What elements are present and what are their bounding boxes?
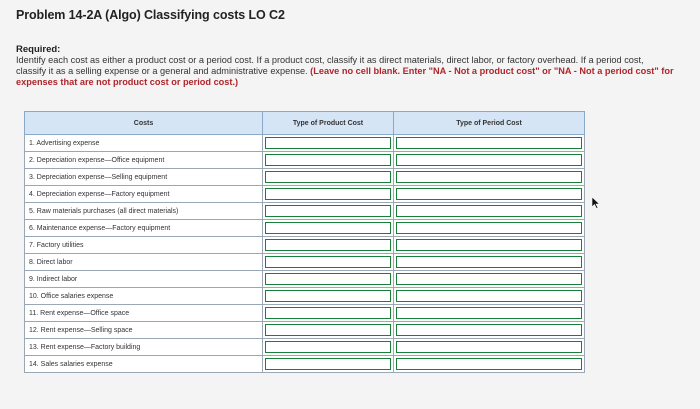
cost-label: 8. Direct labor [25,254,263,271]
cost-label: 4. Depreciation expense—Factory equipment [25,186,263,203]
cost-label: 2. Depreciation expense—Office equipment [25,152,263,169]
cost-label: 9. Indirect labor [25,271,263,288]
product-cost-input[interactable] [265,239,391,251]
table-row [25,152,585,169]
period-cost-input[interactable] [396,154,582,166]
product-cost-cell [263,254,394,271]
product-cost-cell [263,220,394,237]
product-cost-cell [263,135,394,152]
period-cost-cell [394,339,585,356]
table-row [25,135,585,152]
product-cost-cell [263,152,394,169]
product-cost-cell [263,237,394,254]
cost-label: 11. Rent expense—Office space [25,305,263,322]
cost-label: 5. Raw materials purchases (all direct materials) [25,203,263,220]
period-cost-input[interactable] [396,188,582,200]
period-cost-cell [394,169,585,186]
period-cost-cell [394,254,585,271]
period-cost-cell [394,203,585,220]
product-cost-cell [263,271,394,288]
product-cost-input[interactable] [265,341,391,353]
period-cost-cell [394,356,585,373]
instructions-note: (Leave no cell blank. Enter "NA - Not a product cost" or "NA - Not a period cost" for expenses that are not product cost or period cost.) [16,66,674,87]
product-cost-cell [263,322,394,339]
period-cost-cell [394,271,585,288]
table-row [25,288,585,305]
period-cost-input[interactable] [396,256,582,268]
period-cost-input[interactable] [396,341,582,353]
period-cost-cell [394,220,585,237]
table-row [25,220,585,237]
period-cost-input[interactable] [396,137,582,149]
product-cost-input[interactable] [265,154,391,166]
cost-label: 3. Depreciation expense—Selling equipment [25,169,263,186]
cost-label: 1. Advertising expense [25,135,263,152]
cost-label: 13. Rent expense—Factory building [25,339,263,356]
product-cost-input[interactable] [265,273,391,285]
table-row [25,305,585,322]
table-row [25,339,585,356]
table-row [25,356,585,373]
product-cost-input[interactable] [265,222,391,234]
cost-label: 14. Sales salaries expense [25,356,263,373]
table-row [25,237,585,254]
product-cost-input[interactable] [265,205,391,217]
header-period-cost: Type of Period Cost [394,112,585,135]
required-heading: Required: [16,44,61,55]
product-cost-cell [263,186,394,203]
product-cost-input[interactable] [265,137,391,149]
product-cost-cell [263,339,394,356]
period-cost-input[interactable] [396,273,582,285]
period-cost-cell [394,237,585,254]
period-cost-cell [394,135,585,152]
required-instructions [16,55,676,88]
table-row [25,186,585,203]
period-cost-cell [394,186,585,203]
product-cost-cell [263,356,394,373]
product-cost-cell [263,169,394,186]
product-cost-input[interactable] [265,256,391,268]
product-cost-input[interactable] [265,358,391,370]
page-title: Problem 14-2A (Algo) Classifying costs LO C2 [16,8,285,22]
table-header-row [25,112,585,135]
classification-table [24,111,585,373]
product-cost-input[interactable] [265,324,391,336]
mouse-cursor-icon [592,197,600,209]
period-cost-cell [394,288,585,305]
product-cost-cell [263,203,394,220]
header-product-cost: Type of Product Cost [263,112,394,135]
period-cost-input[interactable] [396,307,582,319]
product-cost-input[interactable] [265,307,391,319]
table-row [25,254,585,271]
period-cost-input[interactable] [396,290,582,302]
period-cost-cell [394,305,585,322]
period-cost-input[interactable] [396,171,582,183]
instructions-text: Identify each cost as either a product cost or a period cost. If a product cost, classify it as direct materials, direct labor, or factory overhead. If a period cost, classify it as a selling expense or a general and administrative expense. [16,55,644,76]
cost-label: 6. Maintenance expense—Factory equipment [25,220,263,237]
period-cost-input[interactable] [396,358,582,370]
cost-label: 10. Office salaries expense [25,288,263,305]
period-cost-input[interactable] [396,239,582,251]
period-cost-input[interactable] [396,205,582,217]
table-row [25,271,585,288]
product-cost-cell [263,288,394,305]
period-cost-cell [394,322,585,339]
product-cost-input[interactable] [265,290,391,302]
period-cost-input[interactable] [396,324,582,336]
table-row [25,322,585,339]
cost-label: 7. Factory utilities [25,237,263,254]
product-cost-input[interactable] [265,188,391,200]
header-costs: Costs [25,112,263,135]
product-cost-input[interactable] [265,171,391,183]
table-row [25,169,585,186]
cost-label: 12. Rent expense—Selling space [25,322,263,339]
product-cost-cell [263,305,394,322]
period-cost-input[interactable] [396,222,582,234]
table-row [25,203,585,220]
period-cost-cell [394,152,585,169]
